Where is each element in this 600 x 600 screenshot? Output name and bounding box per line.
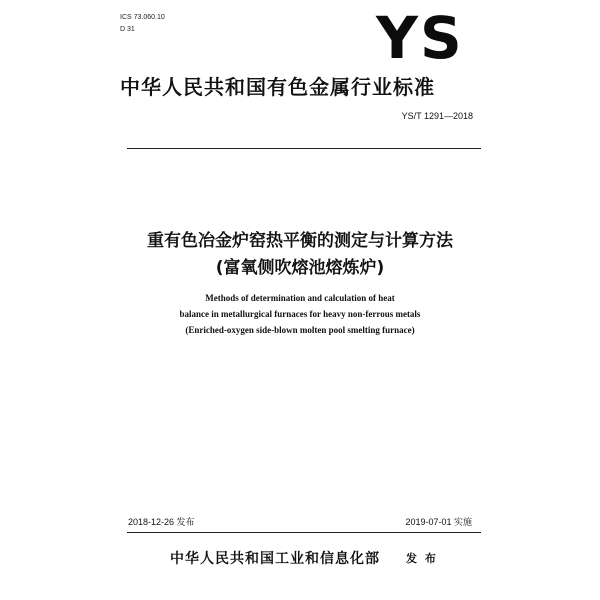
standard-category-title: 中华人民共和国有色金属行业标准	[120, 75, 435, 99]
footer-divider	[127, 532, 481, 533]
issuing-authority: 中华人民共和国工业和信息化部	[170, 551, 380, 567]
cn-title-line1: 重有色冶金炉窑热平衡的测定与计算方法	[147, 231, 453, 251]
en-title-line1: Methods of determination and calculation of heat	[205, 293, 395, 303]
issuing-label: 发 布	[406, 552, 438, 565]
implementation-date: 2019-07-01 实施	[405, 517, 472, 527]
header-divider	[127, 148, 481, 149]
ics-code: ICS 73.060.10	[120, 14, 165, 21]
ys-logo: YS	[376, 4, 464, 72]
standard-number: YS/T 1291—2018	[401, 111, 473, 121]
classification-code: D 31	[120, 26, 135, 33]
en-title-line2: balance in metallurgical furnaces for heavy non-ferrous metals	[179, 309, 421, 319]
issue-date: 2018-12-26 发布	[128, 517, 195, 527]
cn-title-line2: (富氧侧吹熔池熔炼炉)	[215, 258, 385, 278]
en-title-line3: (Enriched-oxygen side-blown molten pool smelting furnace)	[185, 325, 415, 335]
